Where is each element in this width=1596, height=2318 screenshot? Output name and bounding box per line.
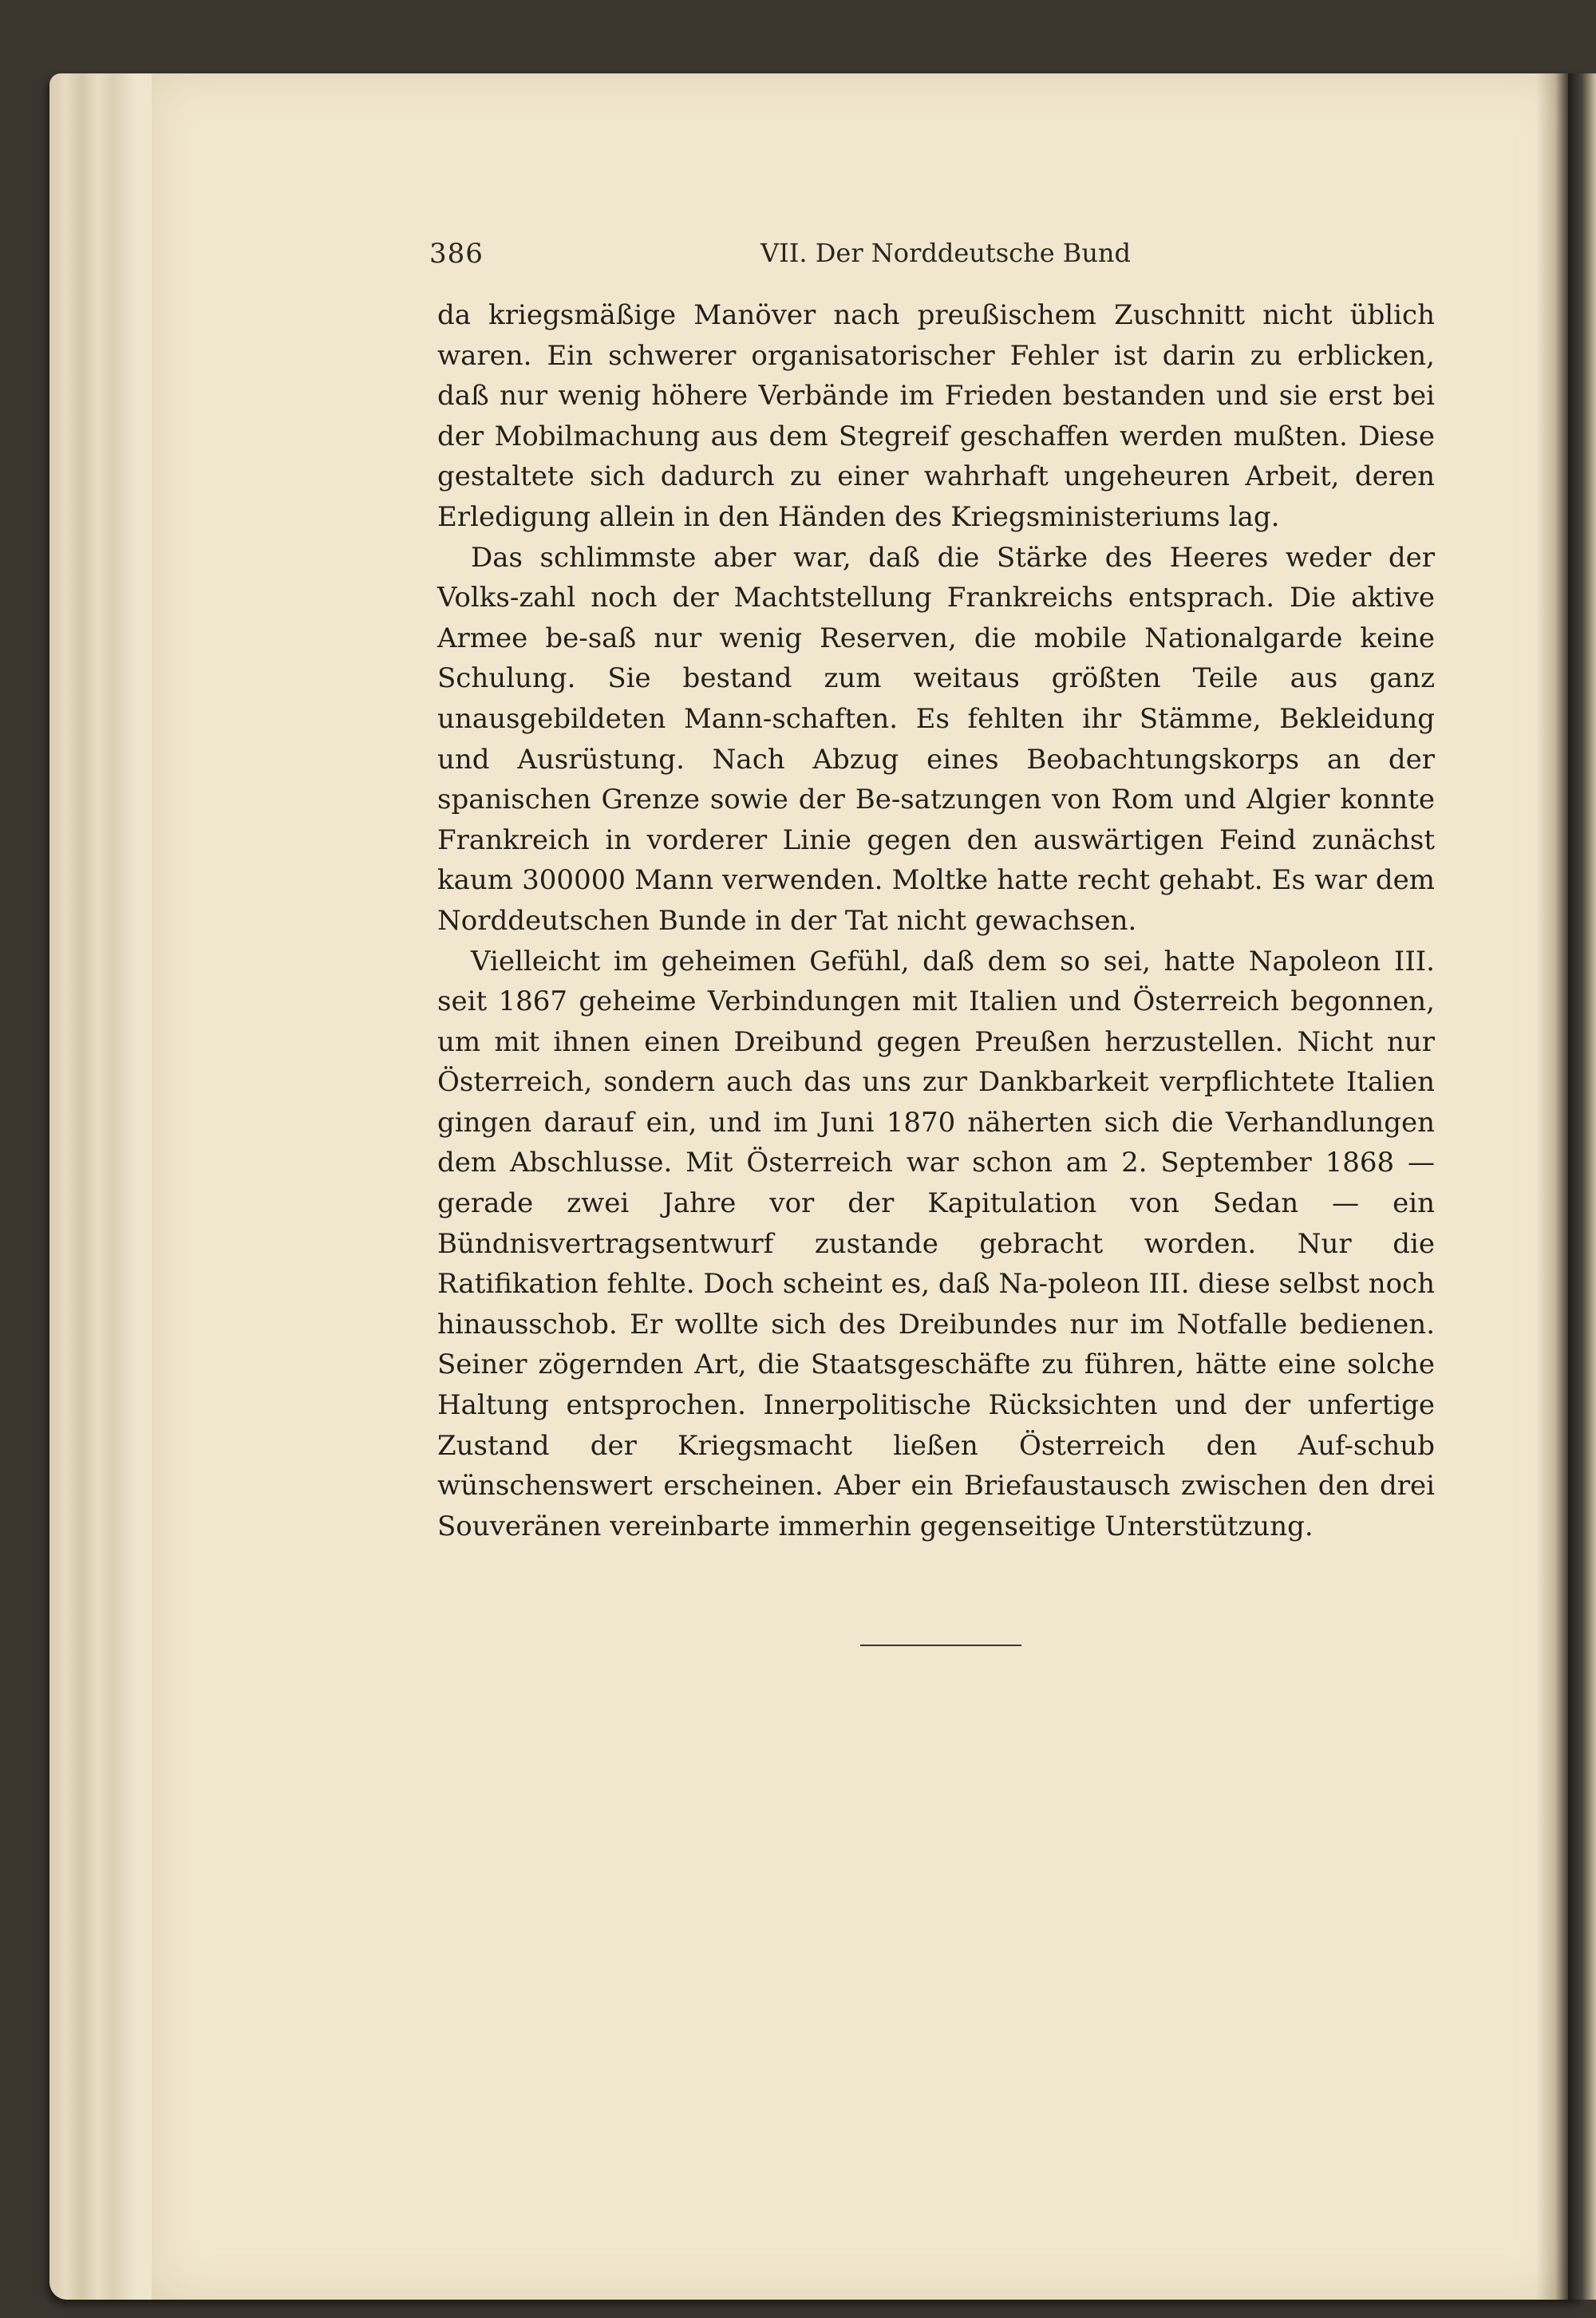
page-number: 386 <box>429 238 484 270</box>
paragraph-1: da kriegsmäßige Manöver nach preußischem Zuschnitt nicht üblich waren. Ein schwerer organisatorischer Fehler ist darin zu erblicken, daß nur wenig höhere Verbände im Frieden bestanden und sie erst bei der Mobilmachung aus dem Stegreif geschaffen werden mußten. Diese gestaltete sich dadurch zu einer wahrhaft ungeheuren Arbeit, deren Erledigung allein in den Händen des Kriegsministeriums lag. <box>437 299 1435 533</box>
paragraph-3: Vielleicht im geheimen Gefühl, daß dem so sei, hatte Napoleon III. seit 1867 geheime Verbindungen mit Italien und Österreich begonnen, um mit ihnen einen Dreibund gegen Preußen herzustellen. Nicht nur Österreich, sondern auch das uns zur Dankbarkeit verpflichtete Italien gingen darauf ein, und im Juni 1870 näherten sich die Verhandlungen dem Abschlusse. Mit Österreich war schon am 2. September 1868 — gerade zwei Jahre vor der Kapitulation von Sedan — ein Bündnisvertragsentwurf zustande gebracht worden. Nur die Ratifikation fehlte. Doch scheint es, daß Na-poleon III. diese selbst noch hinausschob. Er wollte sich des Dreibundes nur im Notfalle bedienen. Seiner zögernden Art, die Staatsgeschäfte zu führen, hätte eine solche Haltung entsprochen. Innerpolitische Rücksichten und der unfertige Zustand der Kriegsmacht ließen Österreich den Auf-schub wünschenswert erscheinen. Aber ein Briefaustausch zwischen den drei Souveränen vereinbarte immerhin gegenseitige Unterstützung. <box>437 945 1435 1542</box>
running-head: VII. Der Norddeutsche Bund <box>760 238 1132 268</box>
section-divider-rule <box>860 1645 1021 1646</box>
facing-page-edge <box>1568 73 1596 2300</box>
body-text <box>437 295 1435 1546</box>
page-header <box>429 238 1440 286</box>
page-gutter-shadow <box>1536 73 1568 2300</box>
paragraph-2: Das schlimmste aber war, daß die Stärke des Heeres weder der Volks-zahl noch der Machtstellung Frankreichs entsprach. Die aktive Armee be-saß nur wenig Reserven, die mobile Nationalgarde keine Schulung. Sie bestand zum weitaus größten Teile aus ganz unausgebildeten Mann-schaften. Es fehlten ihr Stämme, Bekleidung und Ausrüstung. Nach Abzug eines Beobachtungskorps an der spanischen Grenze sowie der Be-satzungen von Rom und Algier konnte Frankreich in vorderer Linie gegen den auswärtigen Feind zunächst kaum 300000 Mann verwenden. Moltke hatte recht gehabt. Es war dem Norddeutschen Bunde in der Tat nicht gewachsen. <box>437 541 1435 937</box>
